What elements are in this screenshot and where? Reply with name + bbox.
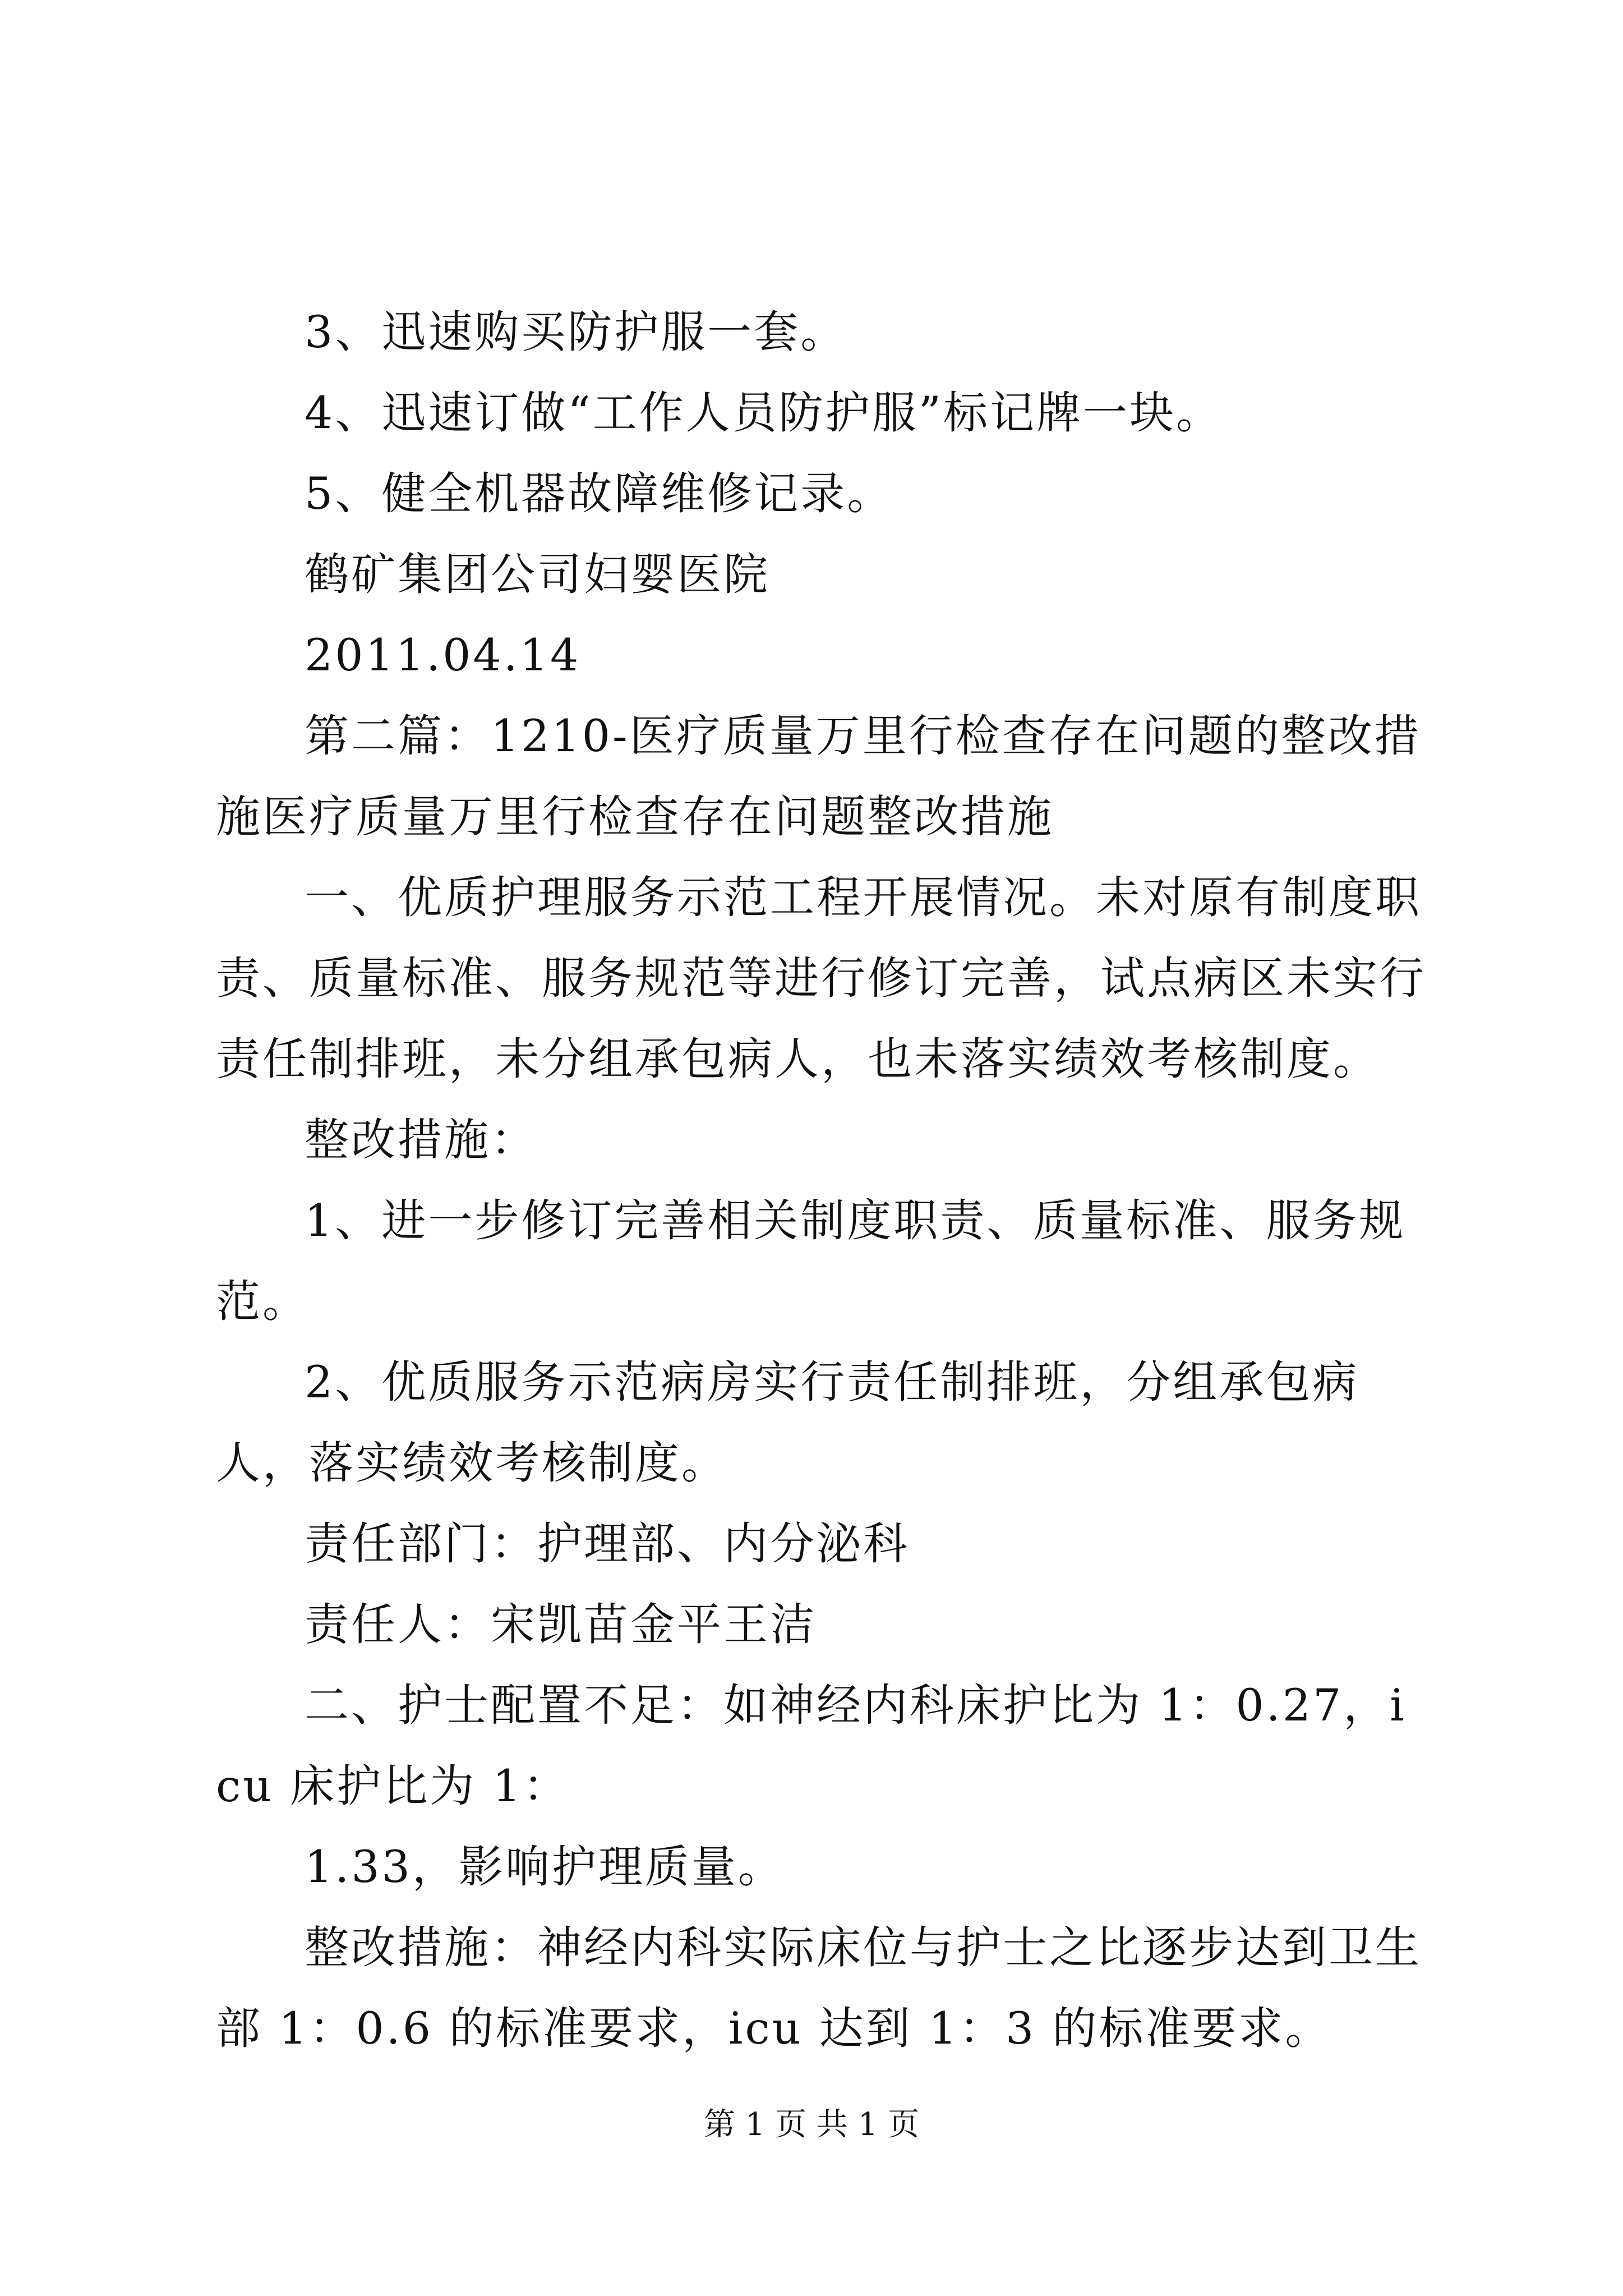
document-body — [216, 292, 1427, 2069]
paragraph: 整改措施： — [305, 1114, 537, 1166]
page-footer: 第 1 页 共 1 页 — [703, 2106, 920, 2143]
paragraph: 4、迅速订做“工作人员防护服”标记牌一块。 — [305, 387, 1223, 439]
paragraph: 责任部门：护理部、内分泌科 — [305, 1518, 910, 1570]
paragraph: 责任人：宋凯苗金平王洁 — [305, 1599, 817, 1650]
paragraph: 1、进一步修订完善相关制度职责、质量标准、服务规范。 — [216, 1195, 1406, 1327]
section-heading: 第二篇：1210-医疗质量万里行检查存在问题的整改措施医疗质量万里行检查存在问题整改措施 — [216, 710, 1421, 843]
paragraph: 一、优质护理服务示范工程开展情况。未对原有制度职责、质量标准、服务规范等进行修订完善，试点病区未实行责任制排班，未分组承包病人，也未落实绩效考核制度。 — [216, 872, 1426, 1085]
paragraph: 1.33，影响护理质量。 — [305, 1841, 785, 1893]
paragraph: 5、健全机器故障维修记录。 — [305, 468, 894, 519]
document-date: 2011.04.14 — [305, 629, 581, 681]
paragraph: 3、迅速购买防护服一套。 — [305, 306, 847, 358]
paragraph: 二、护士配置不足：如神经内科床护比为 1：0.27，icu 床护比为 1： — [216, 1680, 1407, 1812]
paragraph: 整改措施：神经内科实际床位与护士之比逐步达到卫生部 1：0.6 的标准要求，icu 达到 1：3 的标准要求。 — [216, 1922, 1422, 2054]
paragraph: 2、优质服务示范病房实行责任制排班，分组承包病人，落实绩效考核制度。 — [216, 1356, 1359, 1489]
organization-name: 鹤矿集团公司妇婴医院 — [305, 549, 770, 600]
